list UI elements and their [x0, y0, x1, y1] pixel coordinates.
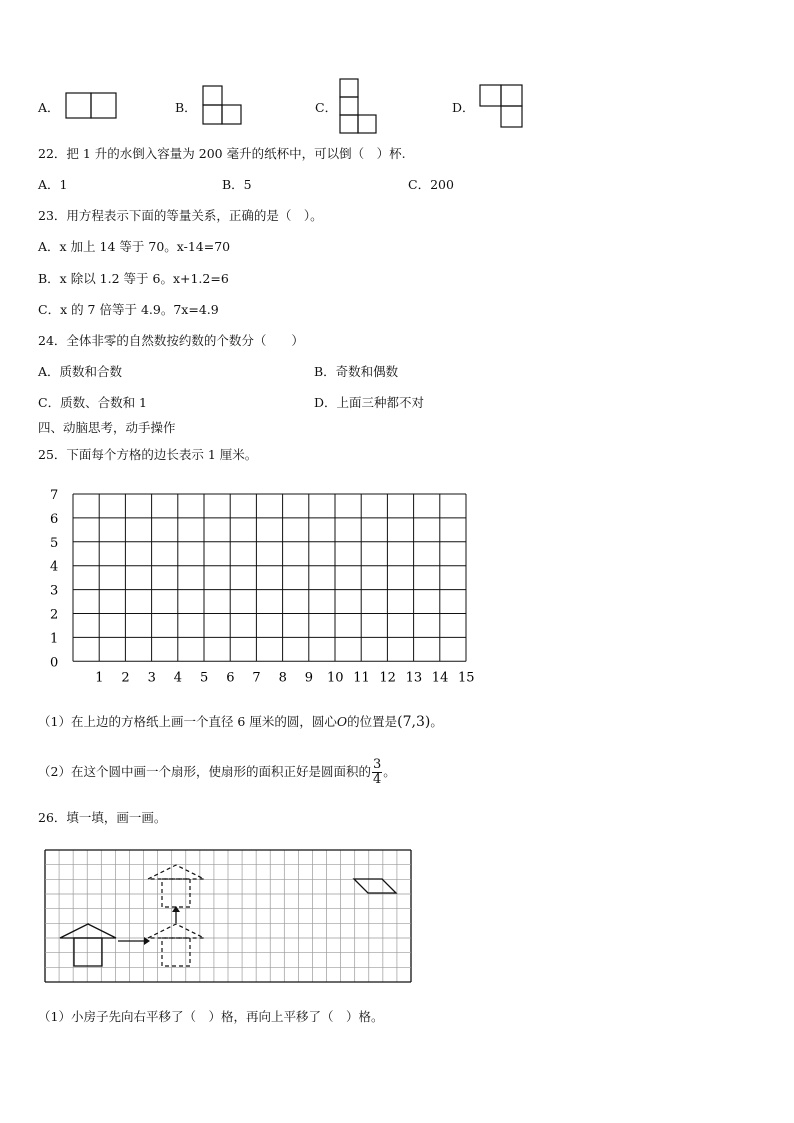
x-axis-tick-label: 3 — [147, 670, 156, 686]
house-original — [60, 924, 116, 966]
q23-stem: 23．用方程表示下面的等量关系，正确的是（ ）。 — [38, 208, 323, 223]
y-axis-tick-label: 3 — [50, 583, 59, 599]
q23-option-b: B．x 除以 1.2 等于 6。x+1.2=6 — [38, 271, 229, 286]
q21-option-c-label: C． — [315, 100, 338, 115]
q22-stem: 22．把 1 升的水倒入容量为 200 毫升的纸杯中，可以倒（ ）杯. — [38, 146, 406, 161]
y-axis-tick-label: 0 — [50, 655, 59, 671]
y-axis-tick-label: 5 — [50, 535, 59, 551]
q25-sub2-text: （2）在这个圆中画一个扇形，使扇形的面积正好是圆面积的 — [38, 764, 371, 779]
q26-sub1: （1）小房子先向右平移了（ ）格，再向上平移了（ ）格。 — [38, 1009, 384, 1024]
x-axis-tick-label: 2 — [121, 670, 130, 686]
house-translated-up — [148, 865, 204, 907]
q25-sub1-end: 。 — [430, 714, 443, 729]
x-axis-tick-label: 6 — [226, 670, 235, 686]
q21-option-a-figure — [65, 92, 119, 120]
x-axis-tick-label: 5 — [200, 670, 209, 686]
q25-sub2 — [38, 752, 396, 792]
q25-sub2-fraction — [372, 758, 382, 787]
q23-option-a: A．x 加上 14 等于 70。x-14=70 — [38, 239, 231, 254]
fraction-numerator: 3 — [372, 757, 382, 772]
q24-stem: 24．全体非零的自然数按约数的个数分（ ） — [38, 333, 304, 348]
q21-option-b-figure — [202, 85, 244, 127]
x-axis-tick-label: 4 — [173, 670, 183, 686]
q25-sub2-end: 。 — [383, 764, 396, 779]
x-axis-tick-label: 9 — [304, 670, 314, 686]
q24-option-d: D．上面三种都不对 — [314, 395, 425, 410]
y-axis-tick-label: 6 — [50, 511, 59, 527]
x-axis-tick-label: 13 — [405, 670, 423, 686]
q26-stem: 26．填一填，画一画。 — [38, 810, 167, 825]
fraction-denominator: 4 — [372, 772, 382, 787]
q22-option-a: A．1 — [38, 177, 68, 192]
q23-option-c: C．x 的 7 倍等于 4.9。7x=4.9 — [38, 302, 219, 317]
house-translated-right — [148, 924, 204, 966]
q24-option-b: B．奇数和偶数 — [314, 364, 399, 379]
x-axis-tick-label: 1 — [95, 670, 104, 686]
q24-option-c: C．质数、合数和 1 — [38, 395, 147, 410]
q24-option-a: A．质数和合数 — [38, 364, 123, 379]
parallelogram-shape — [354, 879, 396, 893]
q25-coordinate-grid — [40, 484, 490, 698]
x-axis-tick-label: 7 — [252, 670, 261, 686]
x-axis-tick-label: 15 — [458, 670, 475, 686]
q26-translation-grid — [44, 849, 414, 989]
y-axis-tick-label: 2 — [50, 607, 59, 623]
q25-sub1-text: （1）在上边的方格纸上画一个直径 6 厘米的圆，圆心 — [38, 714, 337, 729]
q21-option-a-label: A． — [38, 100, 60, 115]
q25-sub1-mid: 的位置是 — [347, 714, 398, 729]
x-axis-tick-label: 10 — [327, 670, 344, 686]
q21-option-b-label: B． — [175, 100, 197, 115]
x-axis-tick-label: 11 — [353, 670, 370, 686]
section-heading: 四、动脑思考，动手操作 — [38, 420, 176, 435]
q22-option-b: B．5 — [222, 177, 252, 192]
x-axis-tick-label: 14 — [431, 670, 449, 686]
x-axis-tick-label: 8 — [278, 670, 287, 686]
q21-option-d-figure — [479, 84, 527, 132]
q21-option-d-label: D． — [452, 100, 475, 115]
q25-stem: 25．下面每个方格的边长表示 1 厘米。 — [38, 447, 258, 462]
q25-sub1 — [38, 712, 443, 732]
y-axis-tick-label: 1 — [50, 631, 59, 647]
q21-option-c-figure — [339, 78, 381, 136]
q25-sub1-center-o: O — [336, 714, 348, 729]
q25-sub1-coordinate: (7,3) — [397, 714, 431, 730]
y-axis-tick-label: 7 — [50, 488, 59, 503]
x-axis-tick-label: 12 — [379, 670, 396, 686]
q22-option-c: C．200 — [408, 177, 454, 192]
y-axis-tick-label: 4 — [50, 559, 59, 575]
